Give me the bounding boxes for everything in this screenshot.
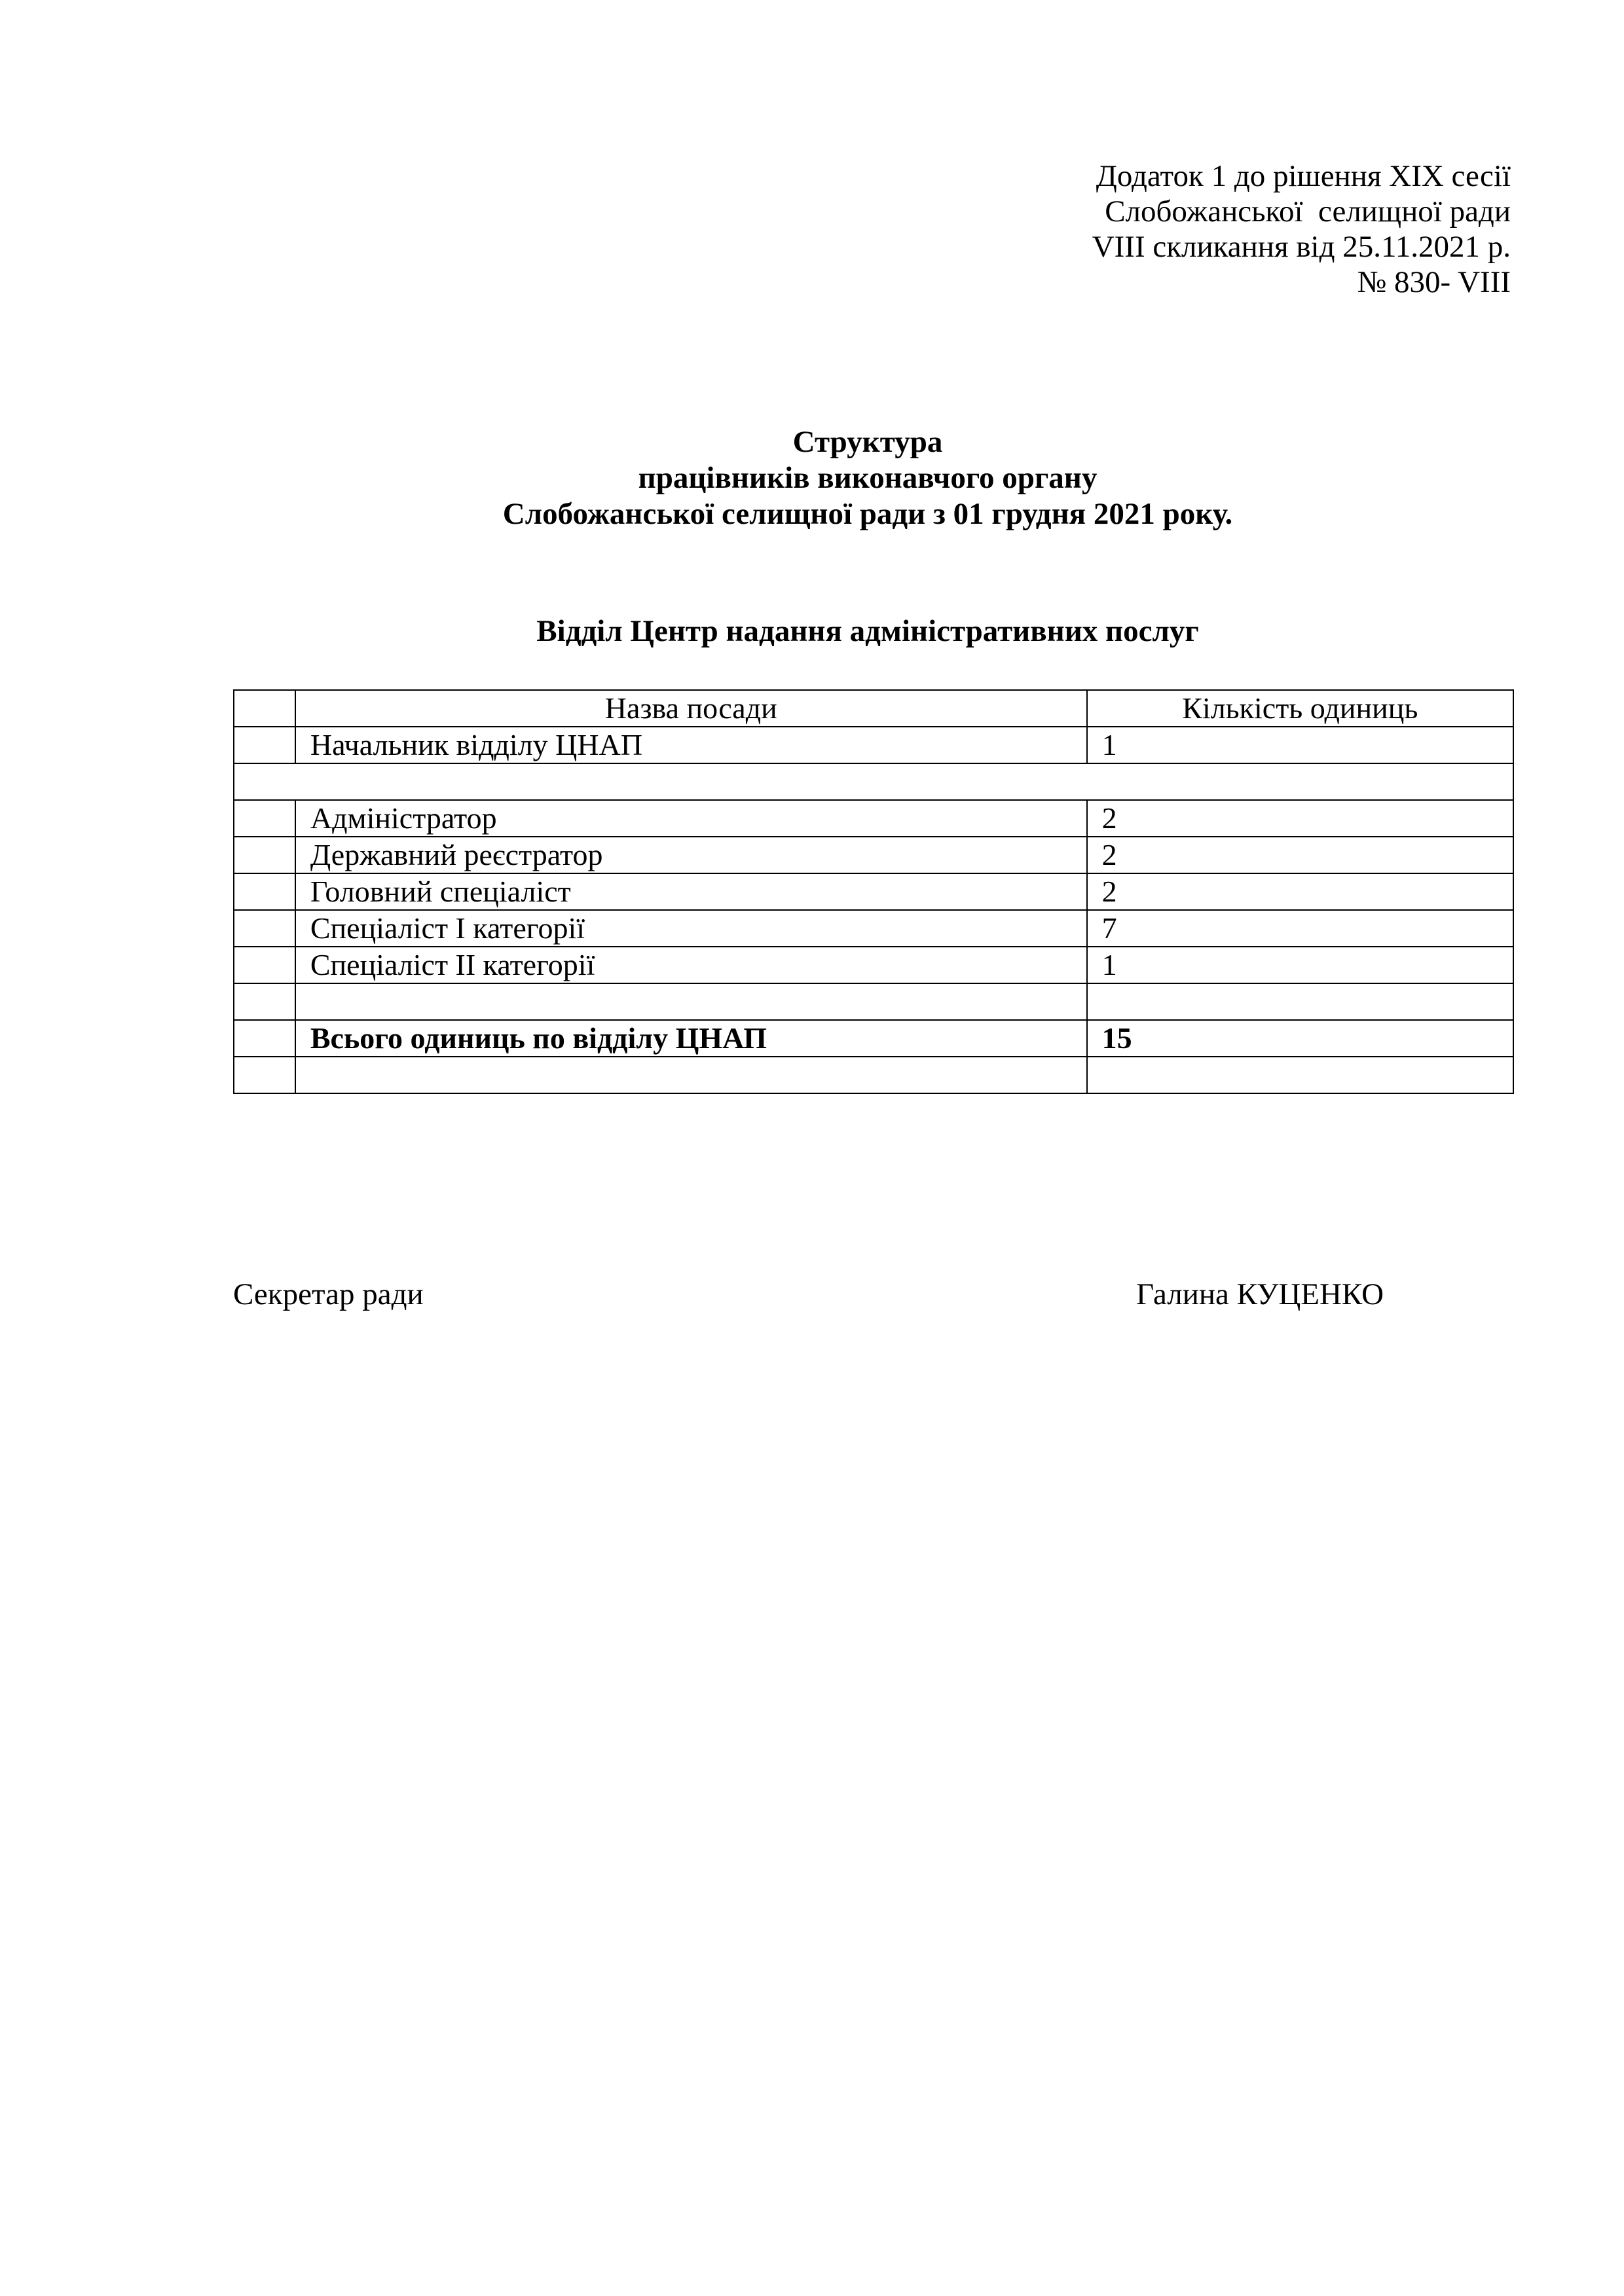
position-quantity: 2 — [1087, 873, 1513, 910]
table-header-row — [234, 690, 1513, 727]
signatory-position: Секретар ради — [233, 1277, 424, 1311]
position-name: Спеціаліст І категорії — [295, 910, 1087, 947]
table-row — [234, 910, 1513, 947]
column-header-quantity: Кількість одиниць — [1087, 690, 1513, 727]
table-cell-empty — [234, 1057, 295, 1093]
table-cell-empty — [1087, 983, 1513, 1020]
table-row — [234, 947, 1513, 983]
table-row — [234, 727, 1513, 763]
position-quantity: 1 — [1087, 947, 1513, 983]
table-cell-empty — [234, 947, 295, 983]
table-cell-empty — [234, 837, 295, 873]
table-row — [234, 800, 1513, 837]
table-row — [234, 837, 1513, 873]
position-name: Спеціаліст ІІ категорії — [295, 947, 1087, 983]
table-cell-empty — [234, 727, 295, 763]
table-cell-empty — [234, 800, 295, 837]
position-quantity: 2 — [1087, 837, 1513, 873]
table-total-row — [234, 1020, 1513, 1057]
total-label: Всього одиниць по відділу ЦНАП — [295, 1020, 1087, 1057]
table-cell-empty — [234, 1020, 295, 1057]
table-empty-row — [234, 1057, 1513, 1093]
appendix-note-line-3: VIII скликання від 25.11.2021 р. — [1092, 230, 1511, 264]
table-cell-empty — [234, 983, 295, 1020]
position-name: Державний реєстратор — [295, 837, 1087, 873]
document-title-line-2: працівників виконавчого органу — [638, 461, 1098, 495]
table-row — [234, 873, 1513, 910]
appendix-note-line-4: № 830- VIII — [1357, 265, 1511, 299]
position-name: Начальник відділу ЦНАП — [295, 727, 1087, 763]
table-cell-empty — [295, 1057, 1087, 1093]
column-header-name: Назва посади — [295, 690, 1087, 727]
position-quantity: 7 — [1087, 910, 1513, 947]
table-cell-empty — [1087, 1057, 1513, 1093]
position-name: Головний спеціаліст — [295, 873, 1087, 910]
table-cell-empty — [234, 690, 295, 727]
position-name: Адміністратор — [295, 800, 1087, 837]
total-quantity: 15 — [1087, 1020, 1513, 1057]
table-spacer-row — [234, 763, 1513, 800]
table-cell-empty — [295, 983, 1087, 1020]
table-cell-empty — [234, 910, 295, 947]
table-cell-empty — [234, 873, 295, 910]
appendix-note — [921, 158, 1511, 300]
document-title-line-3: Слобожанської селищної ради з 01 грудня 2021 року. — [502, 497, 1233, 531]
document-title-line-1: Структура — [792, 425, 943, 459]
position-quantity: 2 — [1087, 800, 1513, 837]
table-cell-empty — [234, 763, 1513, 800]
appendix-note-line-1: Додаток 1 до рішення XIX сесії — [1096, 159, 1511, 193]
position-quantity: 1 — [1087, 727, 1513, 763]
staff-table — [233, 689, 1514, 1094]
signatory-name: Галина КУЦЕНКО — [1136, 1277, 1384, 1311]
table-empty-row — [234, 983, 1513, 1020]
department-title: Відділ Центр надання адміністративних послуг — [536, 614, 1199, 648]
appendix-note-line-2: Слобожанської селищної ради — [1105, 194, 1511, 228]
document-title — [0, 424, 1624, 532]
